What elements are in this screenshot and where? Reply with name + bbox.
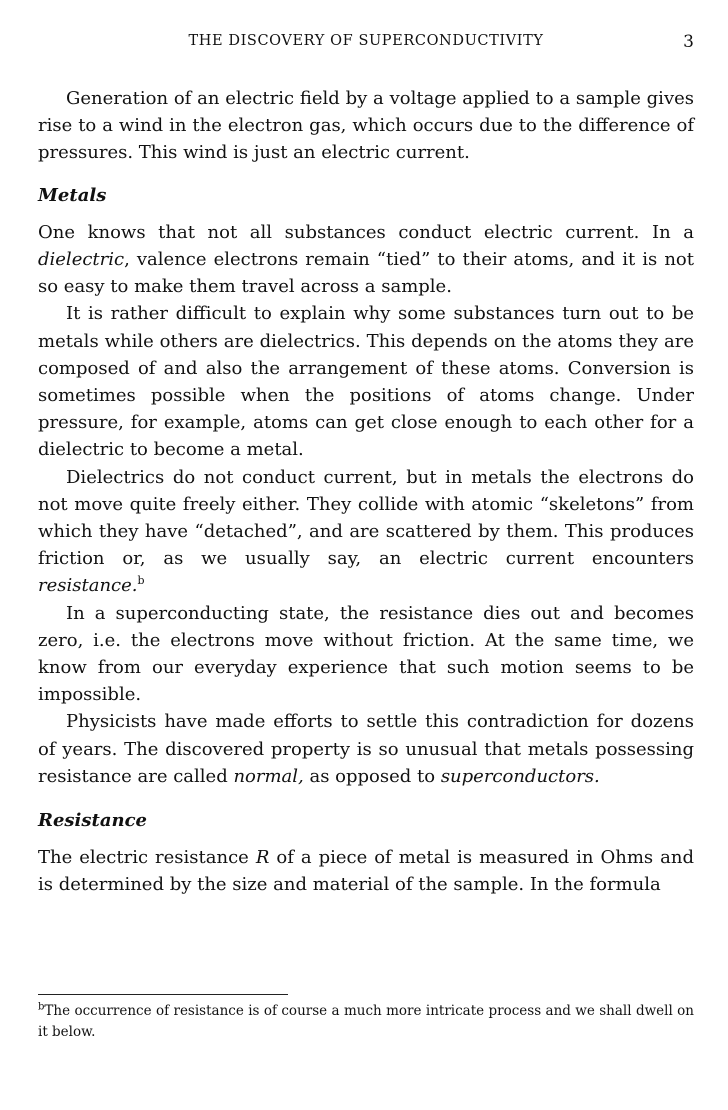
footnote bbox=[38, 1001, 694, 1043]
footnote-text: The occurrence of resistance is of course a much more intricate process and we shall dwell on it below. bbox=[38, 1003, 694, 1040]
text-span: One knows that not all substances conduct electric current. In a bbox=[38, 221, 694, 243]
section-heading-metals: Metals bbox=[38, 184, 107, 206]
footnote-marker: b bbox=[137, 574, 145, 588]
body-text bbox=[38, 85, 694, 899]
paragraph-intro: Generation of an electric field by a voltage applied to a sample gives rise to a wind in the electron gas, which occurs due to the difference of pressures. This wind is just an electric current. bbox=[38, 88, 694, 164]
footnote-rule bbox=[38, 994, 288, 995]
text-span: as opposed to bbox=[303, 765, 441, 787]
page-header bbox=[38, 33, 694, 57]
paragraph-metals-2: It is rather difficult to explain why some substances turn out to be metals while others are dielectrics. This depends on the atoms they are composed of and also the arrangement of these atoms. Conversion is sometimes possible when the positions of atoms change. Under pressure, for example, atoms can get close enough to each other for a dielectric to become a metal. bbox=[38, 303, 694, 461]
page-number: 3 bbox=[683, 32, 694, 52]
text-span: of a piece of metal is measured in Ohms and is determined by the size and material of the sample. In the formula bbox=[38, 847, 694, 896]
italic-term-superconductors: superconductors. bbox=[440, 765, 600, 787]
italic-term-resistance: resistance. bbox=[38, 575, 138, 597]
paragraph-metals-1 bbox=[38, 219, 694, 301]
symbol-r: R bbox=[255, 847, 270, 869]
paragraph-metals-5 bbox=[38, 708, 694, 790]
text-span: Physicists have made efforts to settle this contradiction for dozens of years. The discovered property is so unusual that metals possessing resistance are called bbox=[38, 711, 694, 787]
text-span: The electric resistance bbox=[38, 847, 256, 869]
paragraph-metals-3 bbox=[38, 464, 694, 600]
italic-term-normal: normal, bbox=[233, 765, 304, 787]
footnote-marker: b bbox=[38, 1001, 45, 1013]
section-heading-resistance: Resistance bbox=[38, 810, 147, 832]
paragraph-metals-4: In a superconducting state, the resistance dies out and becomes zero, i.e. the electrons move without friction. At the same time, we know from our everyday experience that such motion seems to be impossible. bbox=[38, 602, 694, 706]
text-span: Dielectrics do not conduct current, but in metals the electrons do not move quite freely either. They collide with atomic “skeletons” from which they have “detached”, and are scattered by them. This produces friction or, as we usually say, an electric current encounters bbox=[38, 466, 694, 570]
text-span: , valence electrons remain “tied” to their atoms, and it is not so easy to make them travel across a sample. bbox=[38, 249, 694, 298]
paragraph-resistance-1 bbox=[38, 844, 694, 898]
italic-term-dielectric: dielectric bbox=[38, 249, 125, 271]
running-title: THE DISCOVERY OF SUPERCONDUCTIVITY bbox=[188, 33, 544, 49]
